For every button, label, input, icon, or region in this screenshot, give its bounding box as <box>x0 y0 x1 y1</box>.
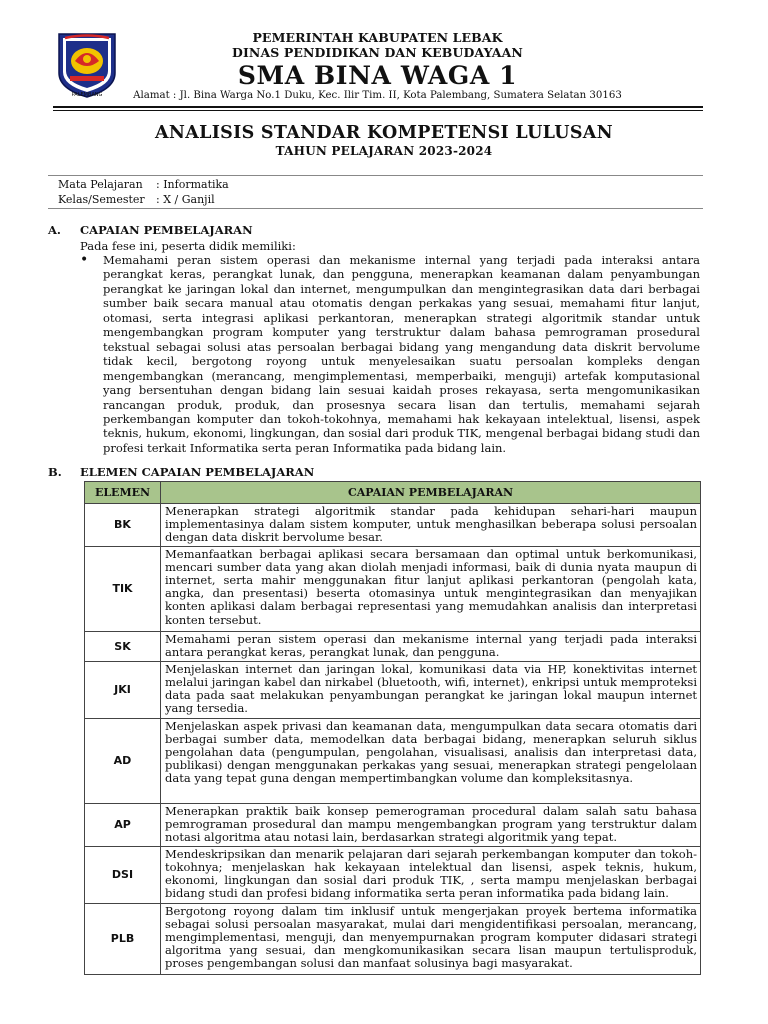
table-row <box>85 846 701 903</box>
document-title: ANALISIS STANDAR KOMPETENSI LULUSAN <box>155 123 613 143</box>
table-row <box>85 504 701 547</box>
column-header-element: ELEMEN <box>85 482 161 504</box>
class-label: Kelas/Semester <box>58 193 145 206</box>
element-code: AD <box>85 718 161 803</box>
section-b-title: ELEMEN CAPAIAN PEMBELAJARAN <box>80 465 315 479</box>
table-row <box>85 631 701 661</box>
school-logo <box>53 31 121 99</box>
element-code: PLB <box>85 903 161 974</box>
element-code: SK <box>85 631 161 661</box>
table-row <box>85 903 701 974</box>
element-description: Memahami peran sistem operasi dan mekanisme internal yang terjadi pada interaksi antara perangkat keras, perangkat lunak, dan pengguna. <box>161 631 701 661</box>
class-row <box>58 193 215 206</box>
govt-name: PEMERINTAH KABUPATEN LEBAK <box>252 30 503 45</box>
element-description: Menerapkan praktik baik konsep pemerograman procedural dalam salah satu bahasa pemrograman prosedural dan mampu mengembangkan program yang terstruktur dalam notasi algoritma atau notasi lain, berdasarkan strategi algoritmik yang tepat. <box>161 803 701 846</box>
school-address: Alamat : Jl. Bina Warga No.1 Duku, Kec. Ilir Tim. II, Kota Palembang, Sumatera Selatan 30163 <box>133 90 622 101</box>
element-description: Menerapkan strategi algoritmik standar pada kehidupan sehari-hari maupun implementasinya dalam sistem komputer, untuk menghasilkan beberapa solusi persoalan dengan data diskrit bervolume besar. <box>161 504 701 547</box>
subject-info-box <box>48 175 703 209</box>
element-code: AP <box>85 803 161 846</box>
section-a-intro: Pada fese ini, peserta didik memiliki: <box>80 239 296 253</box>
bullet-marker: • <box>80 252 89 268</box>
element-description: Menjelaskan aspek privasi dan keamanan data, mengumpulkan data secara otomatis dari berbagai sumber data, memodelkan data berbagai bidang, menerapkan seluruh siklus pengolahan data (pengumpulan, pengolahan, visualisasi, analisis dan interpretasi data, publikasi) dengan menggunakan perkakas yang sesuai, menerapkan strategi pengelolaan data yang tepat guna dengan mempertimbangkan volume dan kompleksitasnya. <box>161 718 701 803</box>
section-a-title: CAPAIAN PEMBELAJARAN <box>80 223 253 237</box>
element-description: Bergotong royong dalam tim inklusif untuk mengerjakan proyek bertema informatika sebagai solusi persoalan masyarakat, mulai dari mengidentifikasi persoalan, merancang, mengimplementasi, menguji, dan menyempurnakan program komputer didasari strategi algoritma yang sesuai, dan mengkomunikasikan secara lisan maupun tertulisproduk, proses pengembangan solusi dan manfaat solusinya bagi masyarakat. <box>161 903 701 974</box>
element-code: DSI <box>85 846 161 903</box>
logo-caption: PALEMBANG <box>71 92 103 98</box>
element-code: TIK <box>85 546 161 631</box>
class-value: : X / Ganjil <box>156 193 215 206</box>
table-row <box>85 661 701 718</box>
school-name: SMA BINA WAGA 1 <box>237 61 518 90</box>
subject-value: : Informatika <box>156 178 229 191</box>
header-divider-thick <box>53 106 703 108</box>
element-code: BK <box>85 504 161 547</box>
elements-table <box>84 481 701 975</box>
table-row <box>85 546 701 631</box>
element-code: JKI <box>85 661 161 718</box>
learning-outcome-paragraph: Memahami peran sistem operasi dan mekanisme internal yang terjadi pada interaksi antara perangkat keras, perangkat lunak, dan pengguna, menerapkan keamanan dalam penyambungan perangkat ke jaringan lokal dan internet, mengumpulkan dan mengintegrasikan data dari berbagai sumber baik secara manual atau otomatis dengan perkakas yang sesuai, memahami fitur lanjut, otomasi, serta integrasi aplikasi perkantoran, menerapkan strategi algoritmik standar untuk mengembangkan program komputer yang terstruktur dalam bahasa pemrograman prosedural tekstual sebagai solusi atas persoalan berbagai bidang yang mengandung data diskrit bervolume tidak kecil, bergotong royong untuk menyelesaikan suatu persoalan kompleks dengan mengembangkan (merancang, mengimplementasi, memperbaiki, menguji) artefak komputasional yang bersentuhan dengan bidang lain sesuai kaidah proses rekayasa, serta mengomunikasikan rancangan produk, produk, dan prosesnya secara lisan dan tertulis, memahami sejarah perkembangan komputer dan tokoh-tokohnya, memahami hak kekayaan intelektual, lisensi, aspek teknis, hukum, ekonomi, lingkungan, dan sosial dari produk TIK, mengenal berbagai bidang studi dan profesi terkait Informatika serta peran Informatika pada bidang lain. <box>103 253 700 455</box>
section-a-letter: A. <box>48 223 61 237</box>
table-row <box>85 718 701 803</box>
section-b-letter: B. <box>48 465 62 479</box>
table-header-row <box>85 482 701 504</box>
department-name: DINAS PENDIDIKAN DAN KEBUDAYAAN <box>232 45 523 60</box>
subject-row <box>58 178 229 191</box>
element-description: Mendeskripsikan dan menarik pelajaran dari sejarah perkembangan komputer dan tokoh-tokohnya; menjelaskan hak kekayaan intelektual dan lisensi, aspek teknis, hukum, ekonomi, lingkungan dan sosial dari produk TIK, , serta mampu menjelaskan berbagai bidang studi dan profesi bidang informatika serta peran informatika pada bidang lain. <box>161 846 701 903</box>
academic-year: TAHUN PELAJARAN 2023-2024 <box>275 144 493 158</box>
table-row <box>85 803 701 846</box>
element-description: Menjelaskan internet dan jaringan lokal, komunikasi data via HP, konektivitas internet melalui jaringan kabel dan nirkabel (bluetooth, wifi, internet), enkripsi untuk memproteksi data pada saat melakukan penyambungan perangkat ke jaringan lokal maupun internet yang tersedia. <box>161 661 701 718</box>
subject-label: Mata Pelajaran <box>58 178 143 191</box>
column-header-outcome: CAPAIAN PEMBELAJARAN <box>161 482 701 504</box>
element-description: Memanfaatkan berbagai aplikasi secara bersamaan dan optimal untuk berkomunikasi, mencari sumber data yang akan diolah menjadi informasi, baik di dunia nyata maupun di internet, serta mahir menggunakan fitur lanjut aplikasi perkantoran (pengolah kata, angka, dan presentasi) beserta otomasinya untuk mengintegrasikan dan menyajikan konten aplikasi dalam berbagai representasi yang memudahkan analisis dan interpretasi konten tersebut. <box>161 546 701 631</box>
header-divider-thin <box>53 110 703 111</box>
